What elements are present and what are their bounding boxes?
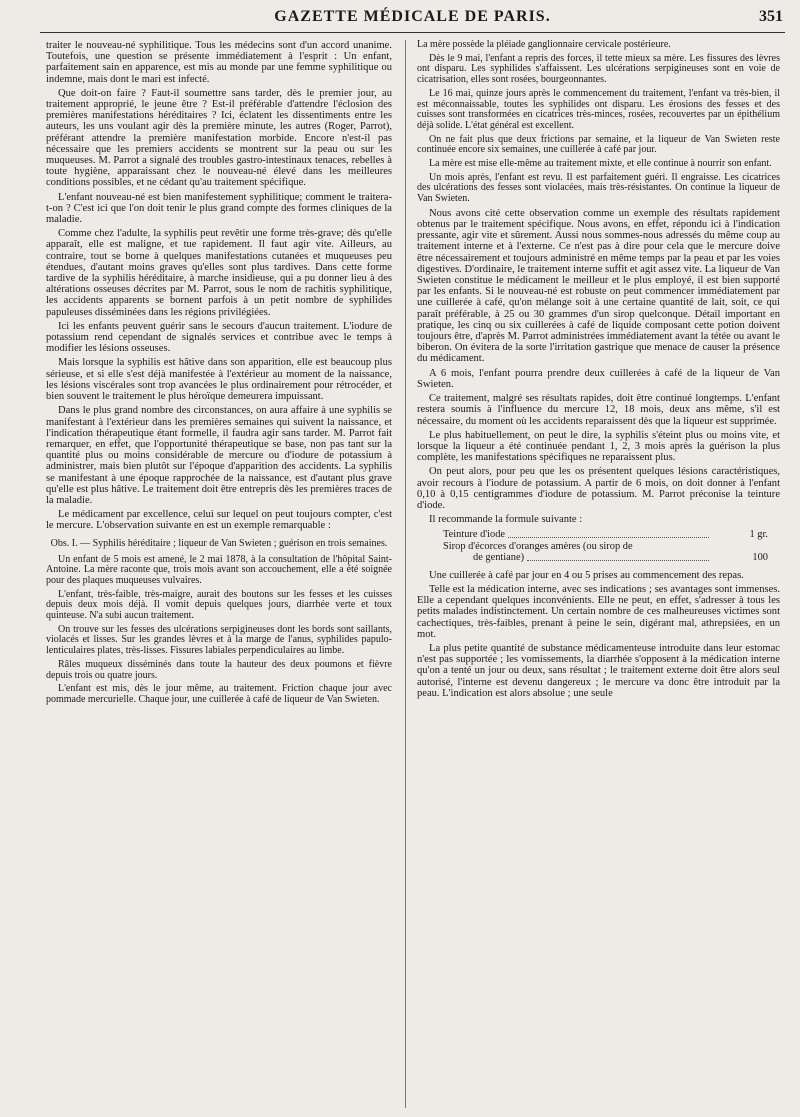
paragraph: On trouve sur les fesses des ulcérations serpigineuses dont les bords sont saillants, violacés et lisses. Sur les grandes lèvres et à la marge de l'anus, syphilides papulo-lenticulaires plates, très-lisses. Fissures labiales perpendiculaires au limbe. [46,623,392,657]
prescription-formula [417,529,780,564]
page-number: 351 [759,8,783,25]
formula-ingredient: de gentiane) [473,552,525,564]
paragraph: L'enfant nouveau-né est bien manifestement syphilitique; comment le traitera-t-on ? C'est ici que l'on doit tenir le plus grand compte des formes cliniques de la maladie. [46,191,392,226]
paragraph: Le médicament par excellence, celui sur lequel on peut toujours compter, c'est le mercure. L'observation suivante en est un exemple remarquable : [46,509,392,532]
formula-ingredient: Teinture d'iode [443,529,506,541]
paragraph: Il recommande la formule suivante : [429,514,583,526]
dotted-leader [508,537,709,538]
paragraph: On peut alors, pour peu que les os présentent quelques lésions caractéristiques, avoir recours à l'iodure de potassium. A partir de 6 mois, on doit donner à l'enfant 0,10 à 0,15 centigrammes d'iodure de potassium. M. Parrot préconise la teinture d'iode. [417,466,780,511]
paragraph: Ce traitement, malgré ses résultats rapides, doit être continué longtemps. L'enfant restera soumis à l'influence du mercure 12, 18 mois, deux ans même, s'il est nécessaire, du moment où les accidents reparaissent dès que la liqueur est supprimée. [417,393,780,427]
paragraph: Une cuillerée à café par jour en 4 ou 5 prises au commencement des repas. [429,569,744,581]
paragraph: La mère possède la pléiade ganglionnaire cervicale postérieure. [417,40,671,50]
paragraph: Telle est la médication interne, avec ses indications ; ses avantages sont immenses. Elle a cependant quelques inconvénients. Elle ne peut, en effet, s'adresser à tous les petits malades indistinctement. Un certain nombre de ces malheureuses victimes sont cachectiques, très-faibles, prenant à peine le sein, digérant mal, athrepsiées, en un mot. [417,584,780,640]
formula-ingredient: Sirop d'écorces d'oranges amères (ou sirop de [443,540,633,552]
paragraph: traiter le nouveau-né syphilitique. Tous les médecins sont d'un accord unanime. Toutefois, une question se présente immédiatement à l'esprit : Un enfant, parfaitement sain en apparence, est mis au monde par une femme syphilitique ou indemne, mais dont le mari est infecté. [46,40,392,85]
formula-row [417,529,780,541]
formula-quantity: 1 gr. [749,529,768,541]
formula-row [417,541,780,553]
paragraph: Le 16 mai, quinze jours après le commencement du traitement, l'enfant va très-bien, il est méconnaissable, toutes les syphilides ont disparu. Les érosions des fesses et des cuisses sont transformées en cicatrices très-minces, rosées, recouvertes par un épithélium déjà solide. L'état général est excellent. [417,87,780,131]
paragraph: Que doit-on faire ? Faut-il soumettre sans tarder, dès le premier jour, au traitement approprié, le jeune être ? Est-il préférable d'attendre l'éclosion des premières manifestations héréditaires ? Ici, éclatent les dissentiments entre les auteurs, les uns voulant agir dès la première minute, les autres (Roger, Parrot), préférant attendre la première manifestation morbide. Encore n'est-il pas nécessaire que les premiers accidents se montrent sur la peau ou sur les muqueuses. M. Parrot a signalé des troubles gastro-intestinaux tenaces, rebelles à toute hygiène, apparaissant chez le nouveau-né élevé dans les meilleures conditions possibles, et ne cédant qu'au traitement spécifique. [46,87,392,189]
paragraph: Comme chez l'adulte, la syphilis peut revêtir une forme très-grave; dès qu'elle apparaît, elle est maligne, et tue rapidement. Il faut agir vite. Ailleurs, au contraire, tout se borne à quelques manifestations cutanées et muqueuses peu étendues, d'autant moins graves qu'elles sont plus tardives. Dans cette forme tardive de la syphilis héréditaire, à marche insidieuse, qui a pu donner lieu à des altérations osseuses décrites par M. Parrot, sous le nom de rachitis syphilitique, les accidents apparents se bornent parfois à un petit nombre de syphilides papuleuses disséminées dans les régions privilégiées. [46,228,392,318]
paragraph: Ici les enfants peuvent guérir sans le secours d'aucun traitement. L'iodure de potassium rend cependant de signalés services et contribue avec le temps à modifier les lésions osseuses. [46,320,392,355]
formula-row [417,552,780,564]
paragraph: L'enfant, très-faible, très-maigre, aurait des boutons sur les fesses et les cuisses depuis deux mois déjà. Il vomit depuis quelques jours, diarrhée verte et toux quinteuse. N'a subi aucun traitement. [46,588,392,622]
paragraph: Un mois après, l'enfant est revu. Il est parfaitement guéri. Il engraisse. Les cicatrices des ulcérations des fesses sont violacées, mais très-résistantes. On continue la liqueur de Van Swieten. [417,171,780,205]
paragraph: La mère est mise elle-même au traitement mixte, et elle continue à nourrir son enfant. [429,158,772,170]
paragraph: On ne fait plus que deux frictions par semaine, et la liqueur de Van Swieten reste continuée encore six semaines, une cuillerée à café par jour. [417,133,780,156]
paragraph: L'enfant est mis, dès le jour même, au traitement. Friction chaque jour avec pommade mercurielle. Chaque jour, une cuillerée à café de liqueur de Van Swieten. [46,683,392,705]
paragraph: Le plus habituellement, on peut le dire, la syphilis s'éteint plus ou moins vite, et lorsque la liqueur a été continuée pendant 1, 2, 3 mois après la guérison la plus complète, les manifestations spécifiques ne reparaissent plus. [417,429,780,464]
paragraph: La plus petite quantité de substance médicamenteuse introduite dans leur estomac n'est pas supportée ; les vomissements, la diarrhée s'opposent à la médication interne qu'on a tenté un jour ou deux, sans résultat ; le traitement externe doit être alors seul autorisé, l'interne est devenu dangereux ; le mercure va donc être introduit par la peau. L'indication est alors absolue ; une seule [417,643,780,699]
formula-quantity: 100 [752,552,768,564]
left-column [46,40,392,1108]
paragraph: Dès le 9 mai, l'enfant a repris des forces, il tette mieux sa mère. Les fissures des lèvres ont disparu. Les syphilides s'affaissent. Les ulcérations serpigineuses sont en voie de cicatrisation, elles sont rosées, bourgeonnantes. [417,52,780,86]
column-divider [405,40,406,1108]
page-header [40,6,785,32]
paragraph: Mais lorsque la syphilis est hâtive dans son apparition, elle est beaucoup plus sérieuse, et si elle s'est déjà manifestée à l'extérieur au moment de la naissance, les lésions viscérales sont trop avancées le plus ordinairement pour rétrocéder, et bien souvent le traitement le plus héroïque demeurera impuissant. [46,357,392,403]
header-rule [40,32,785,33]
observation-heading: Obs. I. — Syphilis héréditaire ; liqueur de Van Swieten ; guérison en trois semaines. [50,537,388,549]
dotted-leader [527,560,709,561]
paragraph: Un enfant de 5 mois est amené, le 2 mai 1878, à la consultation de l'hôpital Saint-Antoine. La mère raconte que, trois mois avant son accouchement, elle a été soignée pour des plaques muqueuses vulvaires. [46,553,392,586]
journal-title: GAZETTE MÉDICALE DE PARIS. [274,8,551,25]
paragraph: Dans le plus grand nombre des circonstances, on aura affaire à une syphilis se manifestant à l'extérieur dans les premières semaines qui suivent la naissance, et l'indication thérapeutique étant formelle, il faudra agir sans tarder. M. Parrot fait remarquer, en effet, que l'opportunité thérapeutique se base, non pas tant sur la quantité plus ou moins considérable de mercure ou d'iodure de potassium à administrer, mais bien plutôt sur l'époque d'apparition des accidents. La syphilis se manifestant à une époque rapprochée de la naissance, est d'autant plus grave qu'elle est plus hâtive. Le traitement doit être entrepris dès les premières traces de la maladie. [46,405,392,506]
paragraph: A 6 mois, l'enfant pourra prendre deux cuillerées à café de la liqueur de Van Swieten. [417,367,780,390]
right-column [417,40,780,1108]
paragraph: Nous avons cité cette observation comme un exemple des résultats rapidement obtenus par le traitement spécifique. Nous avons, en effet, répondu ici à l'indication pressante, agir vite et sûrement. Aussi nous sommes-nous adressés du même coup au traitement interne et à l'externe. Ce n'est pas à dire pour cela que le mercure doive être nécessairement et toujours administré en même temps par la peau et par les voies digestives. D'ordinaire, le traitement interne suffit et agit assez vite. La liqueur de Van Swieten constitue le médicament le meilleur et le plus employé, il est bien supporté par les enfants. Si le nouveau-né est robuste on peut commencer immédiatement par une cuillerée à café, qu'on mélange soit à une certaine quantité de lait, soit, ce qui paraît préférable, à 25 ou 30 grammes d'un sirop quelconque. Détail important en pratique, les cinq ou six cuillerées à café de liquide composant cette potion doivent toujours être, d'après M. Parrot administrées immédiatement avant la tétée ou avant le biberon. On évitera de la sorte l'irritation gastrique que menace de causer la présence du médicament. [417,207,780,365]
paragraph: Râles muqueux disséminés dans toute la hauteur des deux poumons et fièvre depuis trois ou quatre jours. [46,658,392,681]
